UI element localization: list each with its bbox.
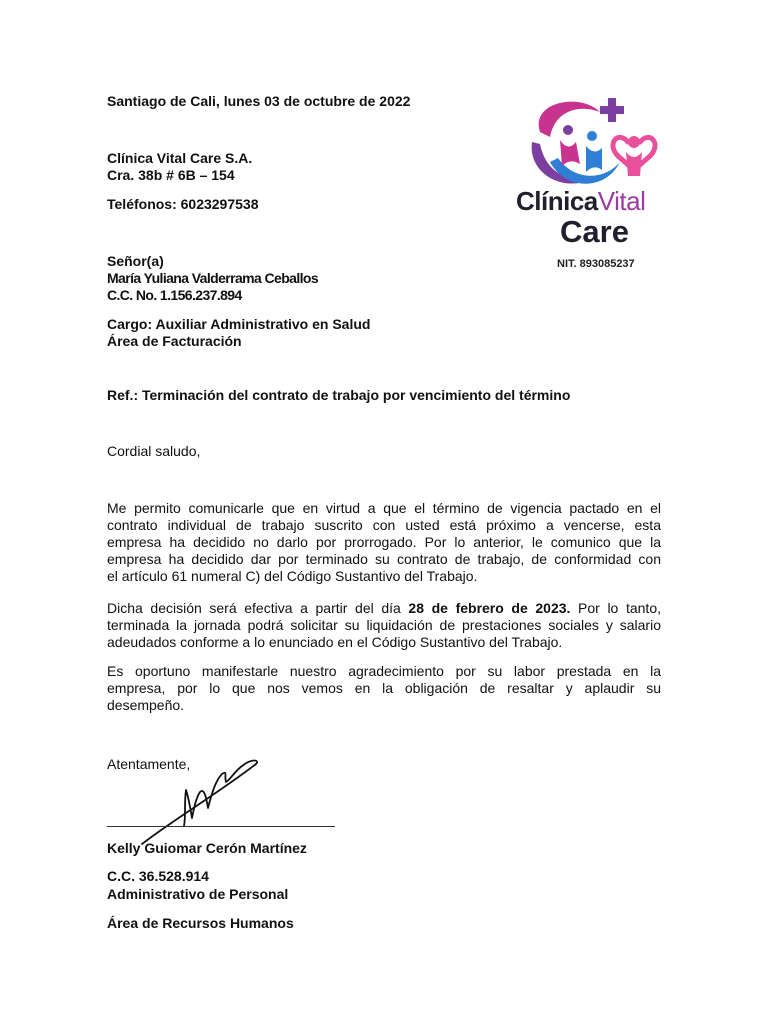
- sender-phones: Teléfonos: 6023297538: [107, 196, 259, 212]
- reference-line: Ref.: Terminación del contrato de trabajo por vencimiento del término: [107, 387, 571, 403]
- body-line: Es oportuno manifestarle nuestro agradecimiento por su labor prestada en la: [107, 663, 661, 679]
- closing: Atentamente,: [107, 756, 191, 772]
- effective-date-suffix: Por lo tanto,: [570, 600, 661, 616]
- body-line: contrato individual de trabajo suscrito con usted está próximo a vencerse, esta: [107, 517, 661, 533]
- recipient-area: Área de Facturación: [107, 333, 242, 349]
- sender-address: Cra. 38b # 6B – 154: [107, 167, 235, 183]
- body-paragraph-3: [107, 663, 661, 714]
- body-line: adeudados conforme a lo enunciado en el Código Sustantivo del Trabajo.: [107, 634, 563, 650]
- signer-id: C.C. 36.528.914: [107, 868, 209, 884]
- recipient-name: María Yuliana Valderrama Ceballos: [107, 270, 319, 286]
- handwritten-signature: [130, 752, 280, 852]
- body-line: empresa, por lo que nos vemos en la obligación de resaltar y aplaudir su: [107, 680, 661, 696]
- logo-word-clinica: Clínica: [516, 186, 598, 216]
- recipient-id: C.C. No. 1.156.237.894: [107, 287, 242, 303]
- body-line: terminada la jornada podrá solicitar su liquidación de prestaciones sociales y salario: [107, 617, 661, 633]
- signer-name: Kelly Guiomar Cerón Martínez: [107, 840, 307, 856]
- effective-date-prefix: Dicha decisión será efectiva a partir del día: [107, 600, 409, 616]
- logo-word-care: Care: [560, 214, 629, 249]
- body-line: el artículo 61 numeral C) del Código Sustantivo del Trabajo.: [107, 568, 478, 584]
- logo-wordmark-top: [516, 186, 645, 217]
- signer-area: Área de Recursos Humanos: [107, 915, 294, 931]
- greeting: Cordial saludo,: [107, 443, 201, 459]
- logo-word-vital: Vital: [597, 186, 646, 216]
- signature-line: [107, 826, 335, 827]
- signer-role: Administrativo de Personal: [107, 886, 289, 902]
- recipient-salutation: Señor(a): [107, 253, 164, 269]
- body-line: desempeño.: [107, 697, 185, 713]
- body-line: empresa ha decidido dar por terminado su contrato de trabajo, de conformidad con: [107, 551, 661, 567]
- sender-company: Clínica Vital Care S.A.: [107, 150, 253, 166]
- nit-number: NIT. 893085237: [557, 258, 635, 270]
- body-paragraph-1: [107, 500, 661, 585]
- body-line: Me permito comunicarle que en virtud a que el término de vigencia pactado en el: [107, 500, 661, 516]
- effective-date: 28 de febrero de 2023.: [408, 600, 571, 616]
- date-line: Santiago de Cali, lunes 03 de octubre de 2022: [107, 93, 411, 109]
- body-line: empresa ha decidido no darlo por prorrogado. Por lo anterior, le comunico que la: [107, 534, 661, 550]
- body-paragraph-2: [107, 600, 661, 651]
- body-line: [107, 600, 661, 617]
- recipient-cargo: Cargo: Auxiliar Administrativo en Salud: [107, 316, 371, 332]
